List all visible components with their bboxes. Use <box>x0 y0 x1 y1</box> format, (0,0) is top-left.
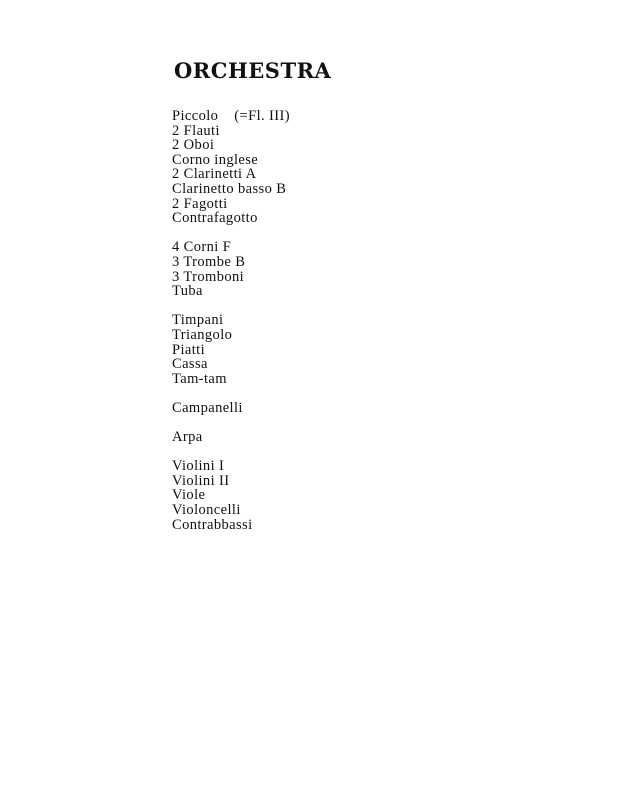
instrument-line: Tam-tam <box>172 370 227 387</box>
instrument-line: Clarinetto basso B <box>172 180 287 197</box>
instrument-line: 2 Fagotti <box>172 195 228 212</box>
woodwind-group <box>172 109 290 226</box>
instrument-line: 3 Tromboni <box>172 268 245 285</box>
instrument-line: Timpani <box>172 312 224 329</box>
instrument-note: (=Fl. III) <box>234 108 290 124</box>
harp-group <box>172 430 290 445</box>
instrument-line: Violini II <box>172 472 230 489</box>
instrument-line: Violini I <box>172 458 225 475</box>
instrument-line: 3 Trombe B <box>172 253 246 270</box>
page-title: ORCHESTRA <box>174 58 332 83</box>
instrument-line: Violoncelli <box>172 502 241 519</box>
instrument-line: Contrafagotto <box>172 210 258 227</box>
instrument-line: Campanelli <box>172 399 243 416</box>
instrument-list <box>172 109 290 547</box>
percussion-group <box>172 313 290 386</box>
instrument-line: 4 Corni F <box>172 239 232 256</box>
instrument-line: Corno inglese <box>172 151 259 168</box>
instrument-line: Cassa <box>172 356 208 373</box>
instrument-line: Tuba <box>172 283 203 300</box>
strings-group <box>172 459 290 532</box>
keyboard-percussion-group <box>172 401 290 416</box>
instrument-line: 2 Flauti <box>172 122 220 139</box>
instrument-line: Triangolo <box>172 326 233 343</box>
brass-group <box>172 240 290 298</box>
instrument-line: 2 Clarinetti A <box>172 166 257 183</box>
instrument-line: Piatti <box>172 341 206 358</box>
instrument-line: 2 Oboi <box>172 137 215 154</box>
instrument-line: Viole <box>172 487 206 504</box>
instrument-line: Arpa <box>172 429 203 446</box>
instrument-line <box>172 109 290 124</box>
instrument-name: Piccolo <box>172 108 219 124</box>
instrument-line: Contrabbassi <box>172 516 253 533</box>
